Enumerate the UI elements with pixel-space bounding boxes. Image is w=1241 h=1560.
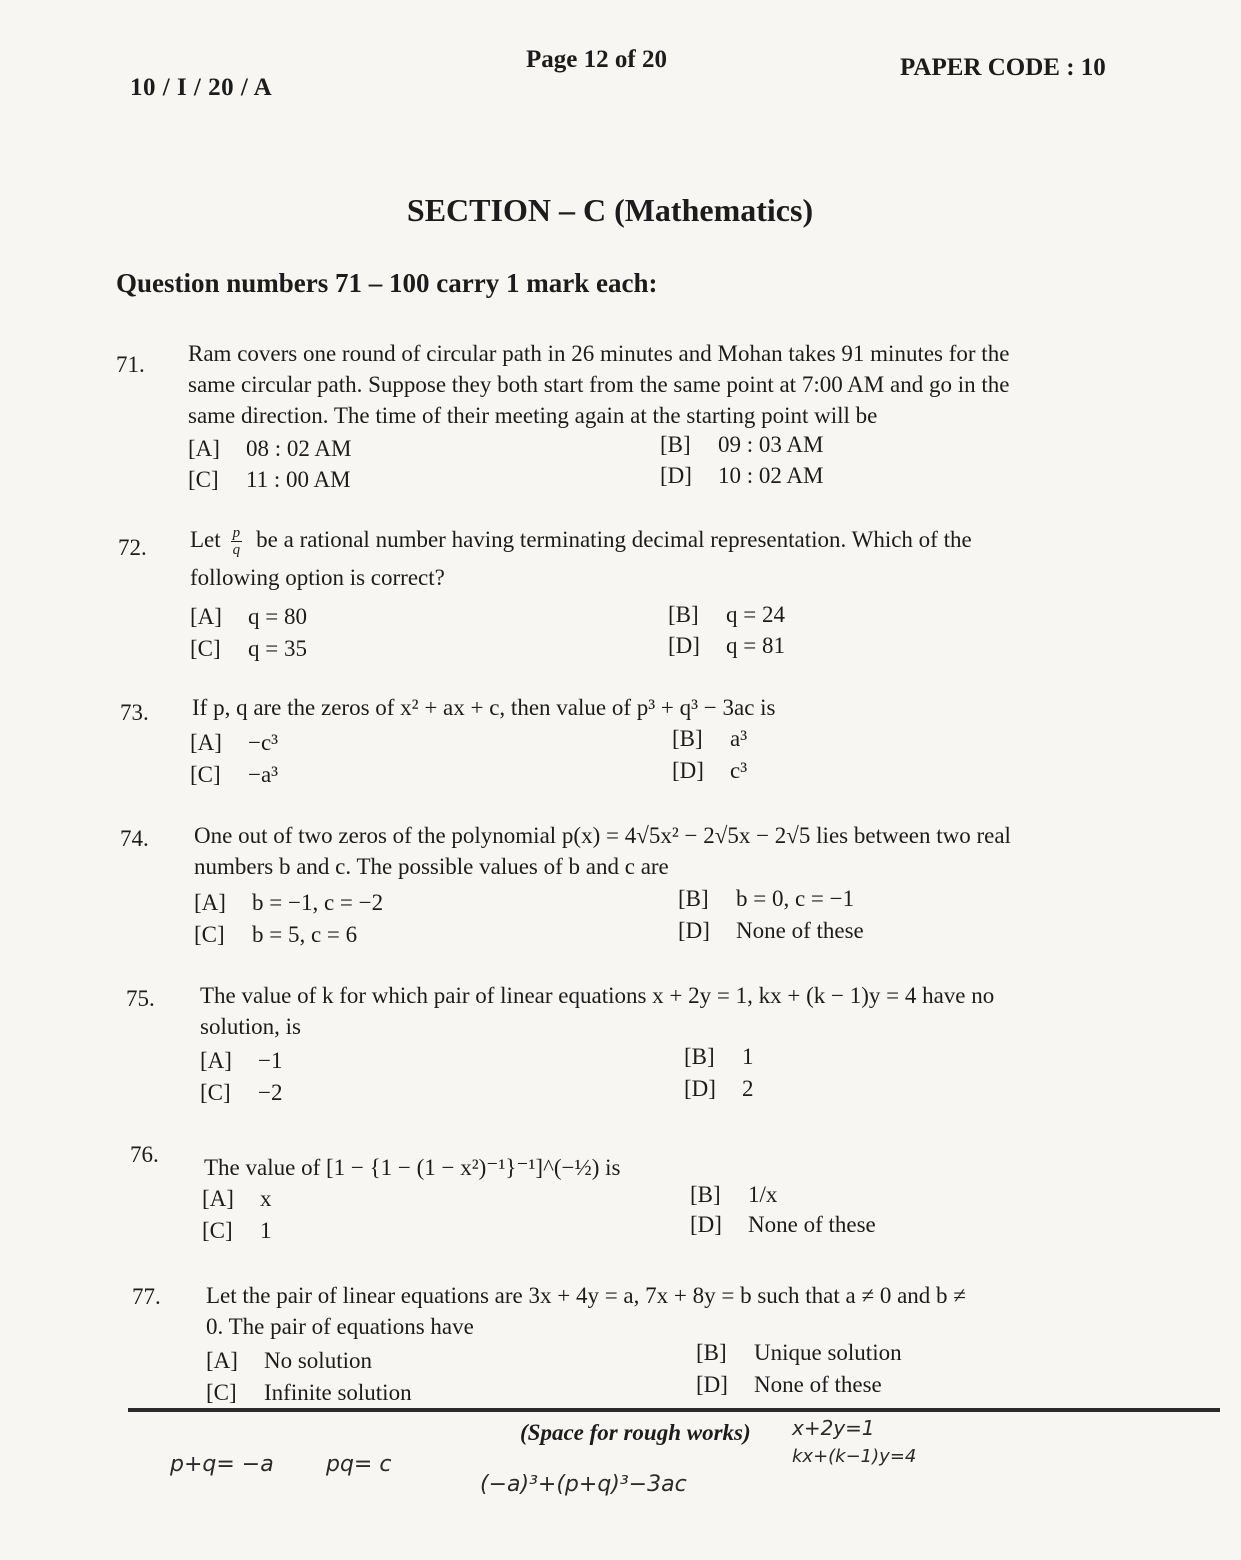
- option-label: [A]: [188, 436, 220, 461]
- option-a[interactable]: [200, 1048, 282, 1074]
- question-line: The value of [1 − {1 − (1 − x²)⁻¹}⁻¹]^(−½) is: [204, 1155, 621, 1180]
- question-line: same circular path. Suppose they both start from the same point at 7:00 AM and go in the: [188, 372, 1010, 397]
- handwritten-note: pq= c: [326, 1452, 392, 1477]
- option-a[interactable]: [190, 730, 278, 756]
- question-line: following option is correct?: [190, 565, 445, 591]
- option-label: [B]: [696, 1340, 727, 1365]
- option-text: No solution: [264, 1348, 372, 1373]
- option-label: [B]: [684, 1044, 715, 1069]
- question-number: 76.: [130, 1142, 159, 1167]
- question-text: [204, 1152, 1164, 1183]
- option-text: −a³: [248, 762, 279, 787]
- handwritten-note: (−a)³+(p+q)³−3ac: [480, 1472, 687, 1497]
- option-text: None of these: [754, 1372, 882, 1397]
- option-text: x: [260, 1186, 272, 1211]
- option-c[interactable]: [202, 1218, 272, 1244]
- option-label: [C]: [206, 1380, 237, 1405]
- question-line: The value of k for which pair of linear equations x + 2y = 1, kx + (k − 1)y = 4 have no: [200, 983, 995, 1008]
- fraction-denominator: q: [232, 542, 241, 559]
- question-line: Ram covers one round of circular path in 26 minutes and Mohan takes 91 minutes for the: [188, 341, 1010, 366]
- option-a[interactable]: [206, 1348, 372, 1374]
- option-text: 08 : 02 AM: [246, 436, 352, 461]
- option-d[interactable]: [690, 1212, 876, 1238]
- option-c[interactable]: [190, 636, 307, 662]
- option-label: [A]: [190, 604, 222, 629]
- section-title: SECTION – C (Mathematics): [406, 192, 814, 228]
- option-a[interactable]: [188, 436, 351, 462]
- option-text: 09 : 03 AM: [718, 432, 824, 457]
- question-text: [206, 1280, 1166, 1342]
- question-text: [192, 692, 1152, 723]
- question-text: [194, 820, 1154, 882]
- option-b[interactable]: [678, 886, 854, 912]
- option-label: [B]: [672, 726, 703, 751]
- instruction: Question numbers 71 – 100 carry 1 mark each:: [116, 268, 658, 298]
- question-fragment: be a rational number having terminating decimal representation. Which of the: [256, 527, 972, 552]
- option-c[interactable]: [188, 467, 351, 493]
- question-line: 0. The pair of equations have: [206, 1314, 474, 1339]
- option-label: [A]: [194, 890, 226, 915]
- option-text: 1: [260, 1218, 272, 1243]
- question-fragment: Let: [190, 527, 221, 552]
- option-b[interactable]: [660, 432, 823, 458]
- rough-work-title: (Space for rough works): [520, 1420, 751, 1445]
- option-label: [D]: [678, 918, 710, 943]
- option-text: c³: [730, 758, 748, 783]
- question-line: solution, is: [200, 1014, 301, 1039]
- document-code: 10 / I / 20 / A: [130, 74, 273, 101]
- question-line: Let the pair of linear equations are 3x + 4y = a, 7x + 8y = b such that a ≠ 0 and b ≠: [206, 1283, 966, 1308]
- option-d[interactable]: [684, 1076, 754, 1102]
- option-text: q = 81: [726, 633, 785, 658]
- option-c[interactable]: [206, 1380, 412, 1406]
- option-b[interactable]: [668, 602, 785, 628]
- option-d[interactable]: [660, 463, 823, 489]
- option-c[interactable]: [190, 762, 278, 788]
- option-text: 11 : 00 AM: [246, 467, 351, 492]
- option-label: [B]: [678, 886, 709, 911]
- option-label: [C]: [202, 1218, 233, 1243]
- fraction-numerator: p: [232, 525, 241, 542]
- option-a[interactable]: [194, 890, 383, 916]
- option-label: [A]: [202, 1186, 234, 1211]
- option-text: 2: [742, 1076, 754, 1101]
- option-c[interactable]: [194, 922, 357, 948]
- option-text: q = 35: [248, 636, 307, 661]
- option-label: [C]: [188, 467, 219, 492]
- option-label: [D]: [684, 1076, 716, 1101]
- option-b[interactable]: [696, 1340, 902, 1366]
- question-number: 75.: [126, 986, 155, 1011]
- option-text: b = 5, c = 6: [252, 922, 358, 947]
- option-label: [A]: [190, 730, 222, 755]
- question-text: [188, 338, 1148, 431]
- option-label: [C]: [200, 1080, 231, 1105]
- option-d[interactable]: [668, 633, 785, 659]
- option-text: 1: [742, 1044, 754, 1069]
- question-line: If p, q are the zeros of x² + ax + c, then value of p³ + q³ − 3ac is: [192, 695, 776, 720]
- option-label: [C]: [190, 636, 221, 661]
- option-label: [D]: [668, 633, 700, 658]
- question-number: 72.: [118, 535, 147, 560]
- option-c[interactable]: [200, 1080, 282, 1106]
- question-text: [190, 524, 1150, 593]
- option-text: q = 80: [248, 604, 307, 629]
- option-label: [C]: [190, 762, 221, 787]
- option-text: Unique solution: [754, 1340, 902, 1365]
- option-text: None of these: [748, 1212, 876, 1237]
- question-number: 77.: [132, 1284, 161, 1309]
- option-label: [B]: [668, 602, 699, 627]
- option-label: [C]: [194, 922, 225, 947]
- option-label: [A]: [200, 1048, 232, 1073]
- option-label: [B]: [690, 1182, 721, 1207]
- question-number: 71.: [116, 352, 145, 377]
- option-d[interactable]: [696, 1372, 882, 1398]
- handwritten-note: x+2y=1: [792, 1416, 875, 1440]
- option-label: [D]: [660, 463, 692, 488]
- option-b[interactable]: [672, 726, 747, 752]
- paper-code: PAPER CODE : 10: [900, 54, 1106, 81]
- option-label: [D]: [696, 1372, 728, 1397]
- option-text: q = 24: [726, 602, 785, 627]
- question-number: 74.: [120, 826, 149, 851]
- option-text: None of these: [736, 918, 864, 943]
- divider-line: [128, 1408, 1220, 1412]
- question-text: [200, 980, 1160, 1042]
- option-label: [B]: [660, 432, 691, 457]
- option-d[interactable]: [678, 918, 864, 944]
- option-a[interactable]: [190, 604, 307, 630]
- option-a[interactable]: [202, 1186, 272, 1212]
- option-label: [A]: [206, 1348, 238, 1373]
- fraction: [231, 525, 243, 558]
- handwritten-note: kx+(k−1)y=4: [792, 1446, 917, 1467]
- option-text: b = 0, c = −1: [736, 886, 855, 911]
- option-text: a³: [730, 726, 748, 751]
- option-text: −1: [258, 1048, 283, 1073]
- option-text: b = −1, c = −2: [252, 890, 384, 915]
- option-label: [D]: [672, 758, 704, 783]
- handwritten-note: p+q= −a: [170, 1452, 274, 1477]
- question-line: [190, 524, 1150, 558]
- option-b[interactable]: [684, 1044, 754, 1070]
- option-text: 1/x: [748, 1182, 778, 1207]
- option-b[interactable]: [690, 1182, 777, 1208]
- option-label: [D]: [690, 1212, 722, 1237]
- option-text: Infinite solution: [264, 1380, 412, 1405]
- option-d[interactable]: [672, 758, 747, 784]
- question-number: 73.: [120, 700, 149, 725]
- question-line: One out of two zeros of the polynomial p(x) = 4√5x² − 2√5x − 2√5 lies between two real: [194, 823, 1011, 848]
- option-text: 10 : 02 AM: [718, 463, 824, 488]
- option-text: −2: [258, 1080, 283, 1105]
- page-number: Page 12 of 20: [526, 46, 667, 73]
- option-text: −c³: [248, 730, 279, 755]
- question-line: numbers b and c. The possible values of b and c are: [194, 854, 669, 879]
- question-line: same direction. The time of their meeting again at the starting point will be: [188, 403, 878, 428]
